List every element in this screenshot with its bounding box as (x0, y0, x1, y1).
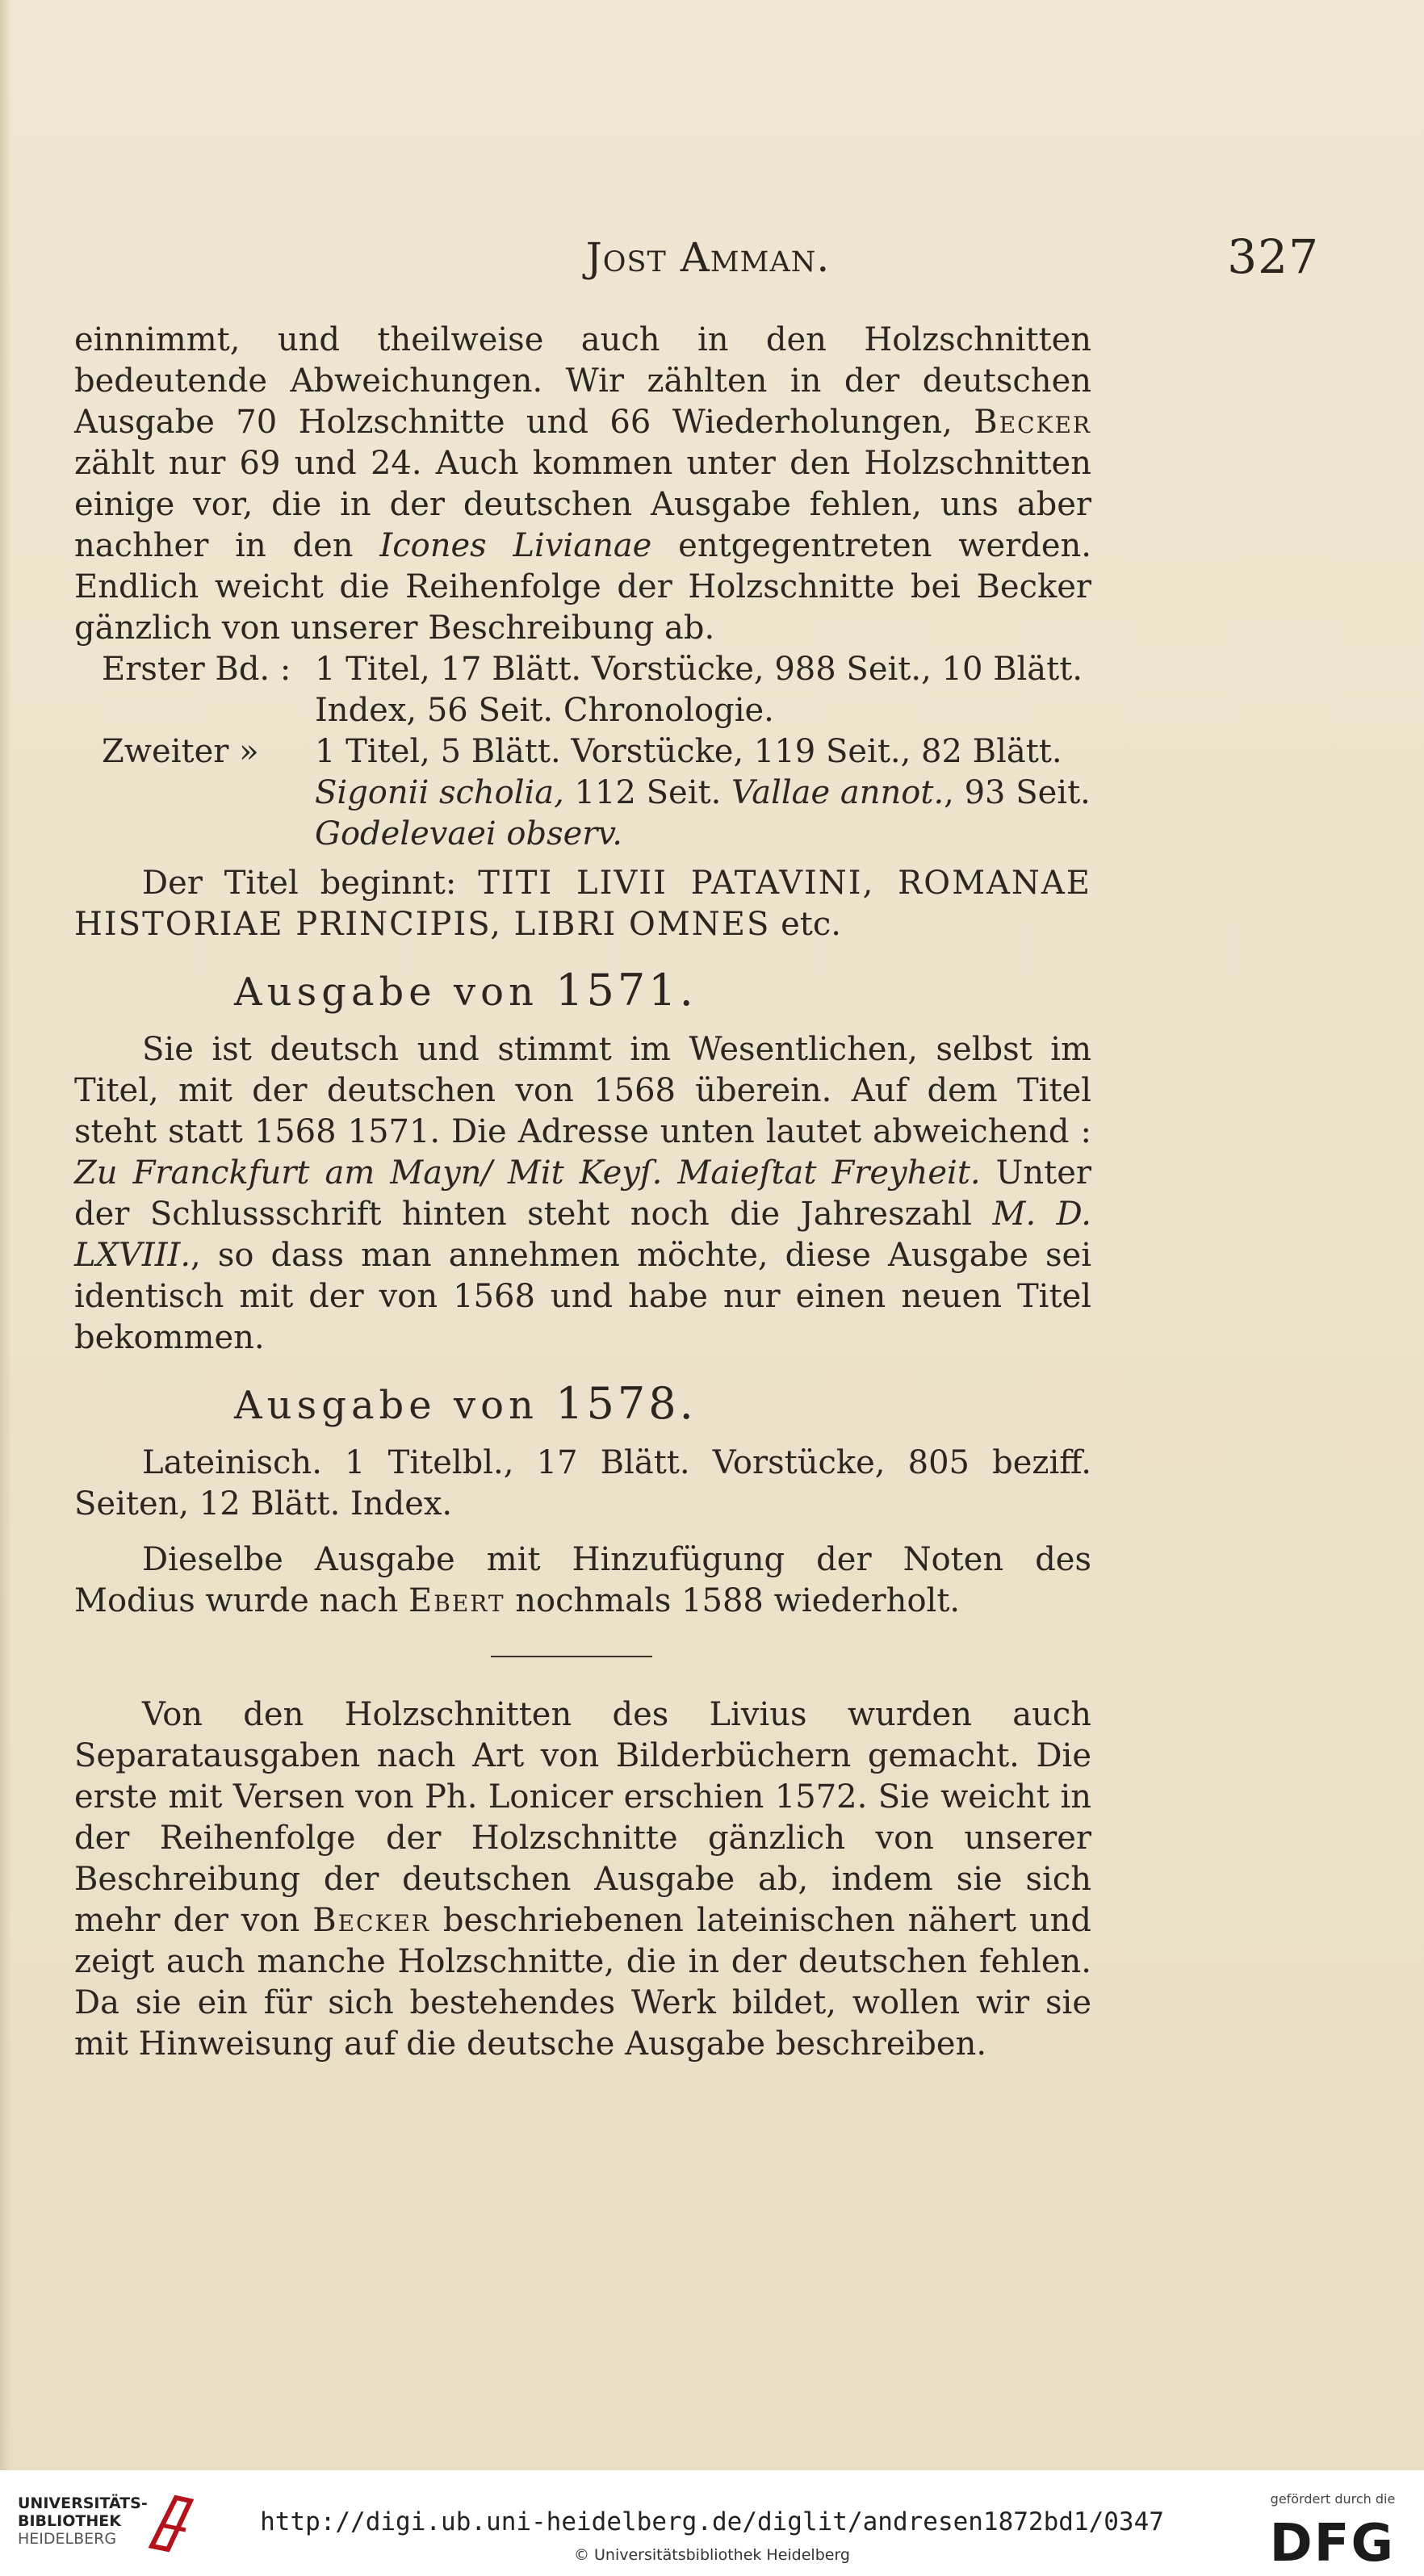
heading-label: Ausgabe von (234, 1383, 556, 1428)
text-span: Von den Holzschnitten des Livius wurden auch Separatausgaben nach Art von Bilderbüchern gemacht. Die erste mit Versen von Ph. Lonicer erschien 1572. Sie weicht in der Reihenfolge der Holzschnitte gänzlich von unserer Beschreibung der deutschen Ausgabe ab, indem sie sich mehr der von (74, 1696, 1091, 1939)
section-heading-1578 (234, 1378, 1091, 1429)
library-logo-line: HEIDELBERG (18, 2530, 117, 2548)
text-span: einnimmt, und theilweise auch in den Holzschnitten bedeutende Abweichungen. Wir zählten in der deutschen Ausgabe 70 Holzschnitte und 66 Wiederholungen, (74, 321, 1091, 441)
work-title: Sigonii scholia, (315, 774, 564, 811)
dfg-logo: DFG (1269, 2514, 1395, 2574)
body-text (74, 320, 1091, 2065)
text-span: Der Titel beginnt: (142, 865, 479, 902)
volume-description (315, 731, 1091, 855)
volume-label: Erster Bd. : (102, 651, 291, 688)
heading-year: 1571. (555, 965, 697, 1016)
separator-rule (491, 1656, 652, 1657)
page-url-link[interactable]: http://digi.ub.uni-heidelberg.de/diglit/andresen1872bd1/0347 (260, 2507, 1164, 2536)
text-span: Dieselbe Ausgabe mit Hinzufügung der Noten des Modius wurde nach (74, 1541, 1091, 1619)
volume-description: 1 Titel, 17 Blätt. Vorstücke, 988 Seit., 10 Blätt. Index, 56 Seit. Chronologie. (315, 651, 1083, 729)
copyright-notice: © Universitätsbibliothek Heidelberg (573, 2546, 850, 2564)
text-span: 1 Titel, 5 Blätt. Vorstücke, 119 Seit., 82 Blätt. (315, 733, 1062, 770)
paragraph-separate-editions (74, 1694, 1091, 2065)
paragraph-1578-b (74, 1539, 1091, 1622)
roman-date: M. D. LXVIII. (74, 1196, 1092, 1274)
heading-year: 1578. (555, 1378, 697, 1429)
text-span: zählt nur 69 und 24. Auch kommen unter den Holzschnitten einige vor, die in der deutschen Ausgabe fehlen, uns aber nachher in den (74, 445, 1091, 564)
paragraph-1571 (74, 1029, 1091, 1359)
digitization-footer (0, 2470, 1424, 2576)
quoted-title: TITI LIVII PATAVINI, ROMANAE HISTORIAE PRINCIPIS, LIBRI OMNES (74, 865, 1091, 943)
library-logo-line: UNIVERSITÄTS- (18, 2494, 148, 2512)
library-logo-line: BIBLIOTHEK (18, 2512, 121, 2530)
author-name: Becker (312, 1902, 430, 1939)
work-title: Godelevaei observ. (315, 815, 622, 852)
author-name: Becker (974, 404, 1091, 441)
text-span: etc. (770, 906, 841, 943)
text-span: nochmals 1588 wiederholt. (505, 1582, 961, 1619)
volume-entry-second (102, 731, 1091, 855)
paragraph-1578-a: Lateinisch. 1 Titelbl., 17 Blätt. Vorstücke, 805 beziff. Seiten, 12 Blätt. Index. (74, 1444, 1091, 1523)
text-span: entgegentreten werden. Endlich weicht die Reihenfolge der Holzschnitte bei Becker gänzlich von unserer Beschreibung ab. (74, 527, 1091, 647)
text-span: Sie ist deutsch und stimmt im Wesentlichen, selbst im Titel, mit der deutschen von 1568 überein. Auf dem Titel steht statt 1568 1571. Die Adresse unten lautet abweichend : (74, 1031, 1091, 1150)
heading-label: Ausgabe von (234, 970, 556, 1015)
volume-entry-first (102, 649, 1091, 731)
text-span: , so dass man annehmen möchte, diese Ausgabe sei identisch mit der von 1568 und habe nur einen neuen Titel bekommen. (74, 1237, 1091, 1356)
running-head (73, 229, 1343, 291)
funding-note: gefördert durch die (1270, 2491, 1396, 2507)
running-title: Jost Amman. (585, 234, 831, 281)
author-name: Ebert (408, 1582, 505, 1619)
section-heading-1571 (234, 965, 1091, 1016)
text-span: 112 Seit. (563, 774, 732, 811)
paragraph-intro (74, 320, 1091, 649)
paragraph-title (74, 863, 1091, 945)
quoted-address: Zu Franckfurt am Mayn/ Mit Keyſ. Maieſtat Freyheit. (74, 1154, 981, 1192)
text-span: Unter der Schlussschrift hinten steht noch die Jahreszahl (74, 1154, 1091, 1233)
page-number: 327 (1227, 229, 1319, 284)
work-title: Vallae annot. (731, 774, 944, 811)
text-span: beschriebenen lateinischen nähert und zeigt auch manche Holzschnitte, die in der deutschen fehlen. Da sie ein für sich bestehendes Werk bildet, wollen wir sie mit Hinweisung auf die deutsche Ausgabe beschreiben. (74, 1902, 1091, 2063)
text-span: , 93 Seit. (944, 774, 1091, 811)
work-title: Icones Livianae (379, 527, 652, 564)
volume-label: Zweiter » (102, 733, 259, 770)
